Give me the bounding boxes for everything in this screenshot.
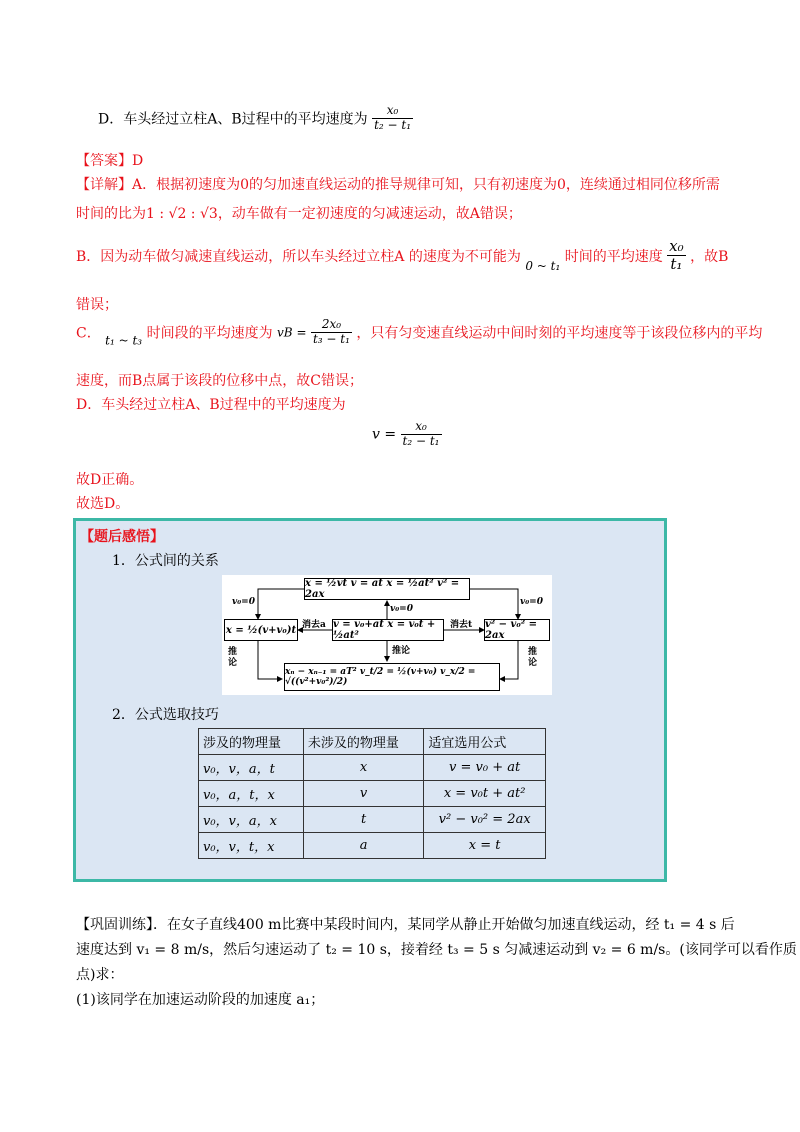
detail-c-denominator: t₃ − t₁ [312, 331, 350, 346]
ratio-text: 时间的比为1 : √2 : √3 [76, 206, 218, 222]
detail-b-numerator: x₀ [669, 237, 684, 255]
detail-c-line2: 速度，而B点属于该段的位移中点，故C错误； [76, 373, 363, 389]
option-d-numerator: x₀ [372, 104, 413, 119]
detail-c-range: t₁ ~ t₃ [105, 333, 143, 348]
diagram-right-box: v² − v₀² = 2ax [484, 619, 550, 641]
table-cell: v₀，a，t，x [199, 781, 304, 807]
table-cell: v² − v₀² = 2ax [424, 807, 546, 833]
detail-d-equation [372, 420, 442, 449]
label-v0-right: v₀=0 [520, 597, 543, 607]
diagram-bottom-box: xₙ − xₙ₋₁ = aT² v_t/2 = ½(v+v₀) v_x/2 = √((v²+v₀²)/2) [284, 663, 500, 691]
table-row [199, 833, 546, 859]
detail-a-line2-post: ，动车做有一定初速度的匀减速运动，故A错误； [217, 206, 522, 222]
detail-c-fraction [311, 318, 352, 347]
detail-d-conclusion: 故D正确。 [76, 472, 144, 488]
diagram-center-box: v = v₀+at x = v₀t + ½at² [332, 619, 444, 641]
label-eliminate-a: 消去a [302, 620, 326, 630]
answer-line: 【答案】D [76, 153, 144, 169]
label-derive-left: 推论 [228, 647, 238, 668]
table-cell: t [303, 807, 423, 833]
exercise-line2: 速度达到 v₁ = 8 m/s，然后匀速运动了 t₂ = 10 s，接着经 t₃ = 5 s 匀减速运动到 v₂ = 6 m/s。(该同学可以看作质 [76, 942, 797, 958]
exercise-line1: 【巩固训练】．在女子直线400 m比赛中某段时间内，某同学从静止开始做匀加速直线运动，经 t₁ = 4 s 后 [76, 917, 735, 933]
detail-d-numerator: x₀ [401, 420, 442, 435]
detail-d-eq-v: v = [372, 426, 397, 443]
diagram-left-box: x = ½(v+v₀)t [224, 619, 298, 641]
option-d-fraction [372, 104, 413, 133]
label-derive-center: 推论 [392, 646, 411, 656]
exercise-line3: 点)求： [76, 967, 124, 983]
option-d-denominator: t₂ − t₁ [374, 117, 412, 132]
formula-table [198, 728, 546, 859]
detail-b-post: ，故B [690, 248, 729, 265]
table-cell: x = v₀t + at² [424, 781, 546, 807]
label-v0-center: v₀=0 [390, 604, 413, 614]
reflection-item1: 1．公式间的关系 [112, 553, 219, 569]
detail-a-line2 [76, 203, 522, 223]
detail-b-mid: 时间的平均速度 [564, 248, 663, 265]
detail-c-vb: vB = [277, 325, 307, 340]
table-header-formula: 适宜选用公式 [424, 729, 546, 755]
label-eliminate-t: 消去t [450, 620, 473, 630]
final-choice: 故选D。 [76, 496, 130, 512]
detail-c-pre: C． [76, 325, 101, 342]
option-d-text: D．车头经过立柱A、B过程中的平均速度为 [98, 111, 368, 128]
detail-d-line: D．车头经过立柱A、B过程中的平均速度为 [76, 397, 346, 413]
diagram-top-box: x = ½vt v = at x = ½at² v² = 2ax [304, 578, 470, 600]
table-header-row [199, 729, 546, 755]
detail-b-line1 [76, 238, 728, 274]
table-cell: v [303, 781, 423, 807]
detail-d-denominator: t₂ − t₁ [402, 433, 440, 448]
reflection-item2: 2．公式选取技巧 [112, 707, 219, 723]
table-cell: v₀，v，a，x [199, 807, 304, 833]
detail-b-denominator: t₁ [670, 255, 683, 274]
table-row [199, 807, 546, 833]
detail-c-line1 [76, 318, 762, 347]
table-cell: v = v₀ + at [424, 755, 546, 781]
exercise-question-1: (1)该同学在加速运动阶段的加速度 a₁； [76, 992, 325, 1008]
option-d [98, 104, 413, 133]
detail-c-post: ，只有匀变速直线运动中间时刻的平均速度等于该段位移内的平均 [356, 325, 763, 342]
detail-b-line2: 错误； [76, 297, 118, 313]
table-cell: x = t [424, 833, 546, 859]
detail-d-fraction [401, 420, 442, 449]
detail-c-mid: 时间段的平均速度为 [146, 325, 273, 342]
table-header-involved: 涉及的物理量 [199, 729, 304, 755]
table-row [199, 755, 546, 781]
label-derive-right: 推论 [528, 647, 538, 668]
detail-b-fraction [667, 238, 685, 274]
table-header-not-involved: 未涉及的物理量 [303, 729, 423, 755]
table-row [199, 781, 546, 807]
reflection-title: 【题后感悟】 [80, 529, 164, 545]
detail-b-pre: B．因为动车做匀减速直线运动，所以车头经过立柱A 的速度为不可能为 [76, 248, 521, 265]
table-cell: v₀，v，a，t [199, 755, 304, 781]
table-cell: x [303, 755, 423, 781]
table-cell: a [303, 833, 423, 859]
detail-a-line1: 【详解】A．根据初速度为0的匀加速直线运动的推导规律可知，只有初速度为0，连续通过相同位移所需 [76, 177, 720, 193]
table-cell: v₀，v，t，x [199, 833, 304, 859]
formula-diagram [222, 575, 552, 695]
detail-b-range: 0 ~ t₁ [525, 258, 561, 273]
detail-c-numerator: 2x₀ [311, 318, 352, 333]
label-v0-left: v₀=0 [232, 597, 255, 607]
